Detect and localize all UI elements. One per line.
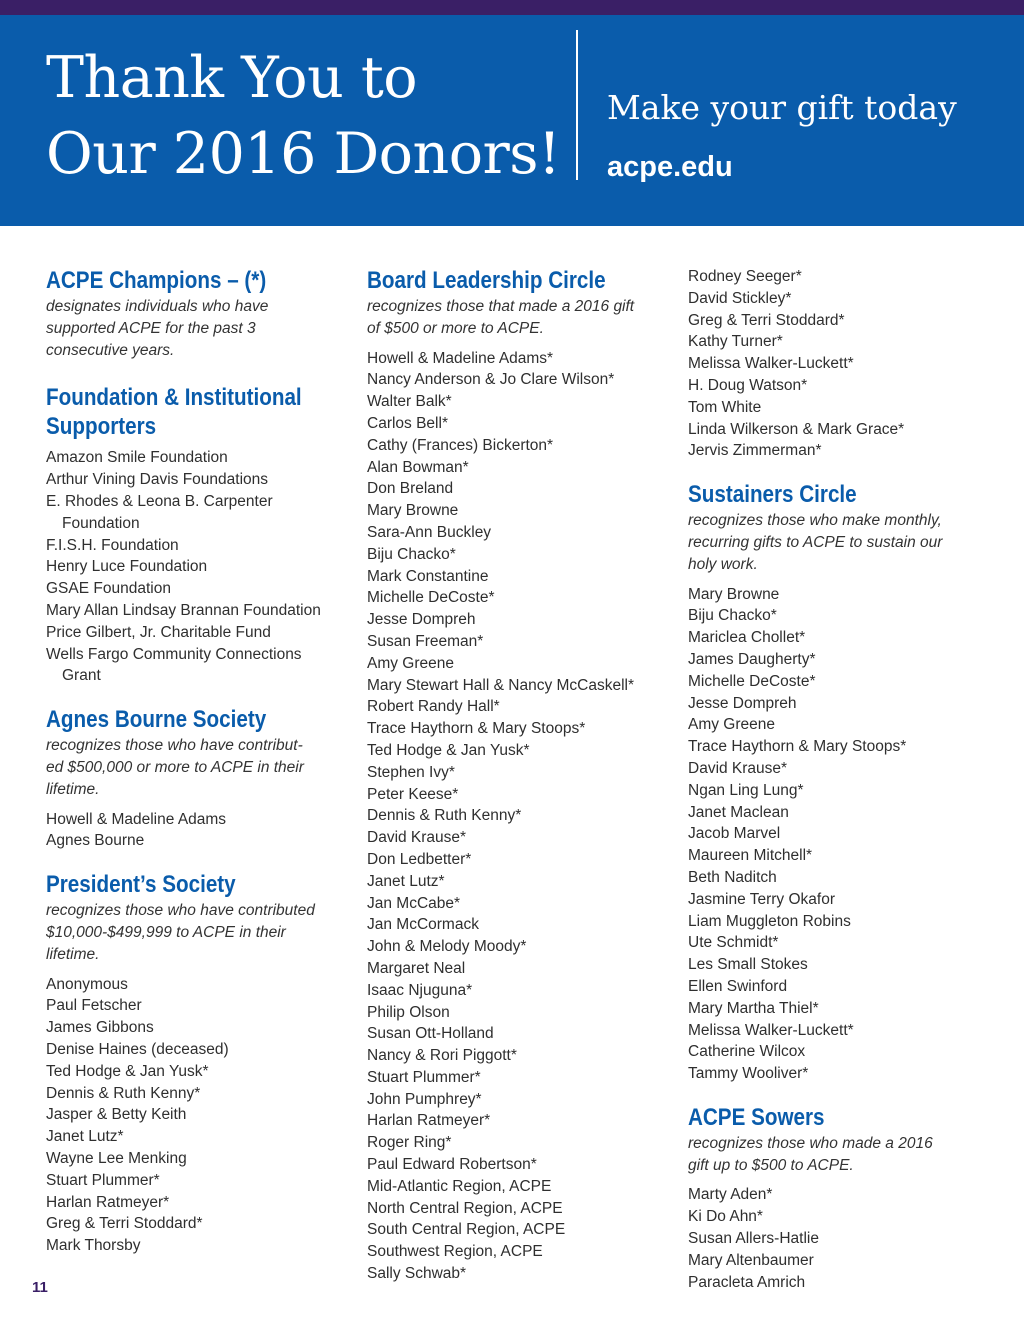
list-item: E. Rhodes & Leona B. Carpenter [46,492,273,510]
section-description-board-leadership: recognizes those that made a 2016 gift of $500 or more to ACPE. [367,298,635,337]
list-item: Susan Freeman* [367,632,484,650]
section-description-sowers: recognizes those who made a 2016 gift up to $500 to ACPE. [688,1134,933,1174]
donor-list-board-leadership [367,348,687,1285]
list-item: Henry Luce Foundation [46,558,208,576]
list-item: Jesse Dompreh [688,694,797,712]
list-item: Melissa Walker-Luckett* [688,1021,854,1039]
list-item: Roger Ring* [367,1134,452,1152]
list-item: Beth Naditch [688,868,777,886]
section-heading-presidents-society: President’s Society [46,871,236,899]
list-item: Jacob Marvel [688,825,781,843]
list-item: Mary Allan Lindsay Brannan Foundation [46,601,321,619]
section-heading-sowers: ACPE Sowers [688,1103,825,1131]
list-item: Linda Wilkerson & Mark Grace* [688,420,905,438]
list-item: Maureen Mitchell* [688,847,813,865]
list-item: Cathy (Frances) Bickerton* [367,436,554,454]
list-item: Tammy Wooliver* [688,1065,809,1083]
list-item: John & Melody Moody* [367,938,527,956]
list-item: Grant [62,667,101,685]
banner-divider [576,30,578,180]
section-description-sustainers: recognizes those who make monthly, recurring gifts to ACPE to sustain our holy work. [688,512,943,573]
list-item: Jan McCabe* [367,894,461,912]
list-item: Greg & Terri Stoddard* [688,311,845,329]
list-item: Jan McCormack [367,916,479,934]
list-item: Stuart Plummer* [367,1068,481,1086]
list-item: Ngan Ling Lung* [688,781,804,799]
list-item: South Central Region, ACPE [367,1221,566,1239]
list-item: Dennis & Ruth Kenny* [367,807,522,825]
tagline: Make your gift today [607,88,957,127]
list-item: Mary Altenbaumer [688,1251,814,1269]
column-1 [46,266,366,1257]
list-item: Harlan Ratmeyer* [46,1193,170,1211]
list-item: Robert Randy Hall* [367,698,500,716]
list-item: Anonymous [46,975,128,993]
list-item: North Central Region, ACPE [367,1199,563,1217]
section-description-agnes-bourne: recognizes those who have contribut- ed $500,000 or more to ACPE in their lifetime. [46,737,304,798]
list-item: Nancy Anderson & Jo Clare Wilson* [367,371,615,389]
top-stripe [0,0,1024,15]
list-item: Stephen Ivy* [367,763,455,781]
list-item: Ki Do Ahn* [688,1208,763,1226]
list-item: Janet Maclean [688,803,789,821]
list-item: Susan Allers-Hatlie [688,1230,819,1248]
list-item: Stuart Plummer* [46,1171,160,1189]
section-heading-agnes-bourne: Agnes Bourne Society [46,706,267,734]
list-item: Isaac Njuguna* [367,981,473,999]
donor-list-foundation [46,447,366,687]
list-item: Biju Chacko* [367,545,456,563]
donor-list-sustainers [688,584,1008,1085]
list-item: Jasmine Terry Okafor [688,890,836,908]
list-item: Michelle DeCoste* [367,589,495,607]
list-item: Biju Chacko* [688,607,777,625]
list-item: Marty Aden* [688,1186,773,1204]
column-2 [367,266,687,1285]
list-item: Mary Martha Thiel* [688,999,819,1017]
list-item: Wayne Lee Menking [46,1149,187,1167]
page-number: 11 [32,1279,48,1296]
list-item: Les Small Stokes [688,956,808,974]
list-item: David Krause* [688,759,788,777]
list-item: Greg & Terri Stoddard* [46,1215,203,1233]
list-item: David Stickley* [688,289,792,307]
list-item: Melissa Walker-Luckett* [688,355,854,373]
list-item: Amazon Smile Foundation [46,449,228,467]
list-item: David Krause* [367,829,467,847]
list-item: Mary Stewart Hall & Nancy McCaskell* [367,676,635,694]
list-item: James Gibbons [46,1019,154,1037]
list-item: Rodney Seeger* [688,268,802,285]
list-item: Paul Edward Robertson* [367,1156,537,1174]
list-item: Foundation [62,514,140,532]
list-item: Howell & Madeline Adams [46,810,227,828]
list-item: Sara-Ann Buckley [367,523,492,541]
list-item: Kathy Turner* [688,333,783,351]
list-item: Peter Keese* [367,785,459,803]
list-item: Mark Thorsby [46,1237,141,1255]
list-item: Tom White [688,398,762,416]
title-line-1: Thank You to [46,45,418,111]
list-item: Arthur Vining Davis Foundations [46,471,269,489]
section-heading-foundation: Foundation & Institutional Supporters [46,384,302,441]
page-title [46,40,560,192]
list-item: Susan Ott-Holland [367,1025,494,1043]
list-item: Ellen Swinford [688,977,788,995]
list-item: Mary Browne [367,502,459,520]
list-item: Mariclea Chollet* [688,629,806,647]
list-item: Harlan Ratmeyer* [367,1112,491,1130]
list-item: Paul Fetscher [46,997,142,1015]
list-item: Janet Lutz* [367,872,445,890]
list-item: Ute Schmidt* [688,934,779,952]
column-3 [688,266,1008,1293]
list-item: Jasper & Betty Keith [46,1106,187,1124]
list-item: Jervis Zimmerman* [688,442,822,460]
list-item: Mark Constantine [367,567,489,585]
list-item: Mid-Atlantic Region, ACPE [367,1177,552,1195]
list-item: Walter Balk* [367,393,452,411]
list-item: Janet Lutz* [46,1128,124,1146]
list-item: Liam Muggleton Robins [688,912,851,930]
list-item: Ted Hodge & Jan Yusk* [46,1062,209,1080]
list-item: H. Doug Watson* [688,376,808,394]
list-item: Price Gilbert, Jr. Charitable Fund [46,623,271,641]
title-line-2: Our 2016 Donors! [46,121,561,187]
list-item: Don Ledbetter* [367,850,472,868]
section-description-champions: designates individuals who have supported ACPE for the past 3 consecutive years. [46,298,269,359]
list-item: Paracleta Amrich [688,1273,806,1291]
list-item: Trace Haythorn & Mary Stoops* [688,738,907,756]
donor-list-board-leadership-continued [688,266,1008,462]
section-heading-sustainers: Sustainers Circle [688,481,857,509]
list-item: Amy Greene [367,654,455,672]
list-item: Trace Haythorn & Mary Stoops* [367,720,586,738]
section-description-presidents-society: recognizes those who have contributed $10,000-$499,999 to ACPE in their lifetime. [46,902,315,963]
website-link[interactable]: acpe.edu [607,151,733,183]
section-heading-board-leadership: Board Leadership Circle [367,267,606,294]
list-item: Margaret Neal [367,959,466,977]
list-item: Wells Fargo Community Connections [46,645,302,663]
list-item: Mary Browne [688,585,780,603]
list-item: Nancy & Rori Piggott* [367,1047,517,1065]
list-item: Sally Schwab* [367,1265,467,1283]
list-item: John Pumphrey* [367,1090,482,1108]
list-item: F.I.S.H. Foundation [46,536,179,554]
donor-list-sowers [688,1184,1008,1293]
list-item: Alan Bowman* [367,458,469,476]
list-item: GSAE Foundation [46,580,171,598]
list-item: Agnes Bourne [46,832,145,850]
donor-list-presidents-society [46,974,366,1257]
list-item: Michelle DeCoste* [688,672,816,690]
list-item: Catherine Wilcox [688,1043,806,1061]
list-item: Ted Hodge & Jan Yusk* [367,741,530,759]
list-item: Jesse Dompreh [367,611,476,629]
list-item: Amy Greene [688,716,776,734]
list-item: Dennis & Ruth Kenny* [46,1084,201,1102]
donor-list-agnes-bourne [46,809,366,853]
list-item: Denise Haines (deceased) [46,1040,229,1058]
list-item: Howell & Madeline Adams* [367,349,554,367]
list-item: James Daugherty* [688,650,816,668]
list-item: Carlos Bell* [367,414,448,432]
list-item: Don Breland [367,480,454,498]
list-item: Philip Olson [367,1003,450,1021]
section-heading-champions: ACPE Champions – (*) [46,267,267,294]
list-item: Southwest Region, ACPE [367,1243,543,1261]
